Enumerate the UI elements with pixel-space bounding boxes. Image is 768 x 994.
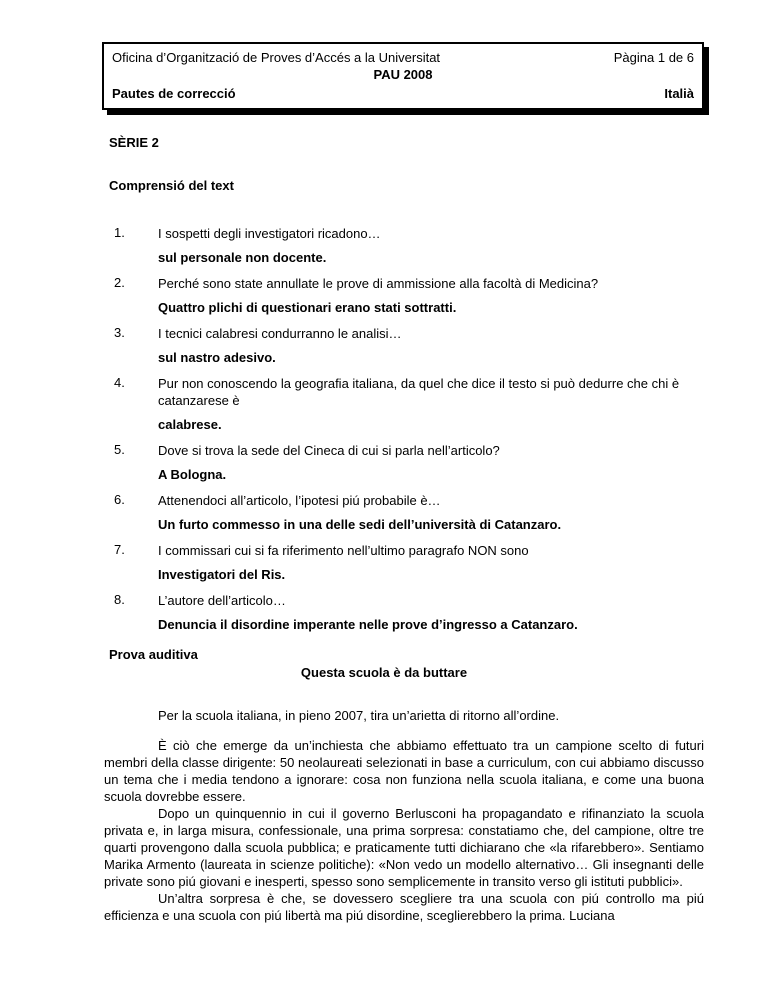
question-answer: Un furto commesso in una delle sedi dell’università di Catanzaro. xyxy=(158,517,562,532)
header-organization: Oficina d’Organització de Proves d’Accés a la Universitat xyxy=(112,50,441,65)
question-number: 5. xyxy=(114,442,125,457)
question-number: 8. xyxy=(114,592,125,607)
question-number: 1. xyxy=(114,225,125,240)
question-answer: Quattro plichi di questionari erano stati sottratti. xyxy=(158,300,457,315)
question-number: 6. xyxy=(114,492,125,507)
header-exam: PAU 2008 xyxy=(373,67,433,82)
question-text: Attenendoci all’articolo, l’ipotesi piú probabile è… xyxy=(158,493,441,508)
question-text: Pur non conoscendo la geografia italiana, da quel che dice il testo si può dedurre che chi è catanzarese è xyxy=(158,376,680,408)
document-header xyxy=(102,42,704,110)
paragraph: Dopo un quinquennio in cui il governo Berlusconi ha propagandato e rifinanziato la scuola privata e, in larga misura, confessionale, una prima sorpresa: constatiamo che, del campione, oltre tre quarti provengono dalla scuola pubblica; e praticamente tutti dichiarano che «la rifarebbero». Sentiamo Marika Armento (laureata in scienze politiche): «Non vedo un modello alternativo… Gli insegnanti delle private sono piú giovani e inesperti, spesso sono semplicemente in transito verso gli istituti pubblici». xyxy=(104,806,704,889)
question-answer: calabrese. xyxy=(158,417,222,432)
question-answer: A Bologna. xyxy=(158,467,227,482)
paragraph: È ciò che emerge da un’inchiesta che abbiamo effettuato tra un campione scelto di futuri membri della classe dirigente: 50 neolaureati selezionati in base a curriculum, con cui abbiamo discusso un tema che i media tendono a ignorare: cosa non funziona nella scuola italiana, e come una buona scuola dovrebbe essere. xyxy=(104,738,704,804)
question-text: I tecnici calabresi condurranno le analisi… xyxy=(158,326,402,341)
question-text: Dove si trova la sede del Cineca di cui si parla nell’articolo? xyxy=(158,443,500,458)
paragraph: Un’altra sorpresa è che, se dovessero scegliere tra una scuola con piú controllo ma piú efficienza e una scuola con piú libertà ma piú disordine, sceglierebbero la prima. Luciana xyxy=(104,891,704,923)
question-answer: Investigatori del Ris. xyxy=(158,567,286,582)
header-page-number: Pàgina 1 de 6 xyxy=(613,50,694,65)
comprehension-title: Comprensió del text xyxy=(109,178,234,193)
header-pautes: Pautes de correcció xyxy=(112,86,236,101)
serie-title: SÈRIE 2 xyxy=(109,135,159,150)
question-answer: Denuncia il disordine imperante nelle prove d’ingresso a Catanzaro. xyxy=(158,617,578,632)
question-number: 2. xyxy=(114,275,125,290)
question-text: I commissari cui si fa riferimento nell’ultimo paragrafo NON sono xyxy=(158,543,529,558)
question-number: 7. xyxy=(114,542,125,557)
listening-title: Prova auditiva xyxy=(109,647,198,662)
question-answer: sul nastro adesivo. xyxy=(158,350,276,365)
listening-subtitle: Questa scuola è da buttare xyxy=(300,665,468,680)
question-text: L’autore dell’articolo… xyxy=(158,593,286,608)
header-language: Italià xyxy=(664,86,694,101)
paragraph: Per la scuola italiana, in pieno 2007, tira un’arietta di ritorno all’ordine. xyxy=(158,708,560,723)
question-number: 3. xyxy=(114,325,125,340)
question-text: I sospetti degli investigatori ricadono… xyxy=(158,226,381,241)
question-number: 4. xyxy=(114,375,125,390)
question-text: Perché sono state annullate le prove di ammissione alla facoltà di Medicina? xyxy=(158,276,599,291)
question-answer: sul personale non docente. xyxy=(158,250,327,265)
